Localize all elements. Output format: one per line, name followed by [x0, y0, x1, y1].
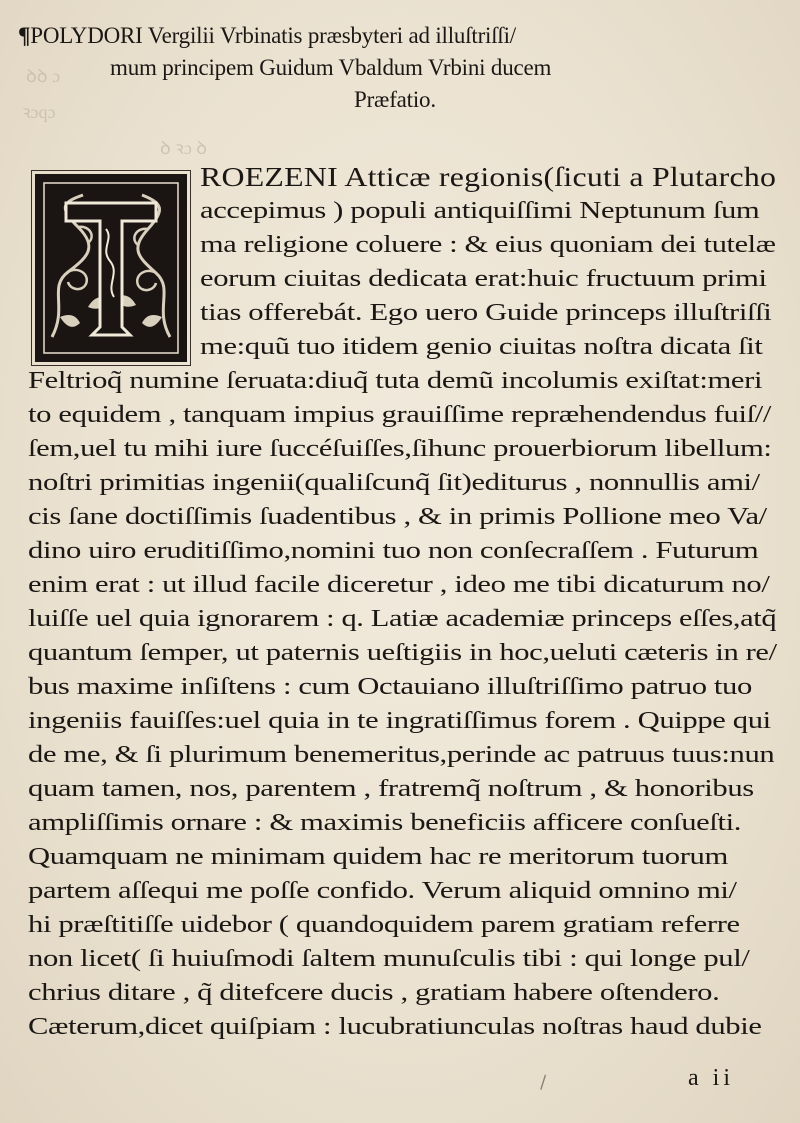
- bleed-through-text: ꝺꝺ ɔ: [26, 66, 61, 86]
- text-line: cis ſane doctiſſimis ſuadentibus , & in primis Pollione meo Va/: [28, 503, 767, 530]
- text-line: accepimus ) populi antiquiſſimi Neptunum ſum: [200, 197, 760, 224]
- text-line: ampliſſimis ornare : & maximis beneficiis afficere conſueſti.: [28, 809, 742, 836]
- text-line: ROEZENI Atticæ regionis(ſicuti a Plutarcho: [200, 162, 777, 192]
- text-line: eorum ciuitas dedicata erat:huic fructuum primi: [200, 265, 767, 292]
- text-line: ſem,uel tu mihi iure ſuccéſuiſſes,ſihunc prouerbiorum libellum:: [28, 435, 772, 462]
- text-line: ma religione coluere : & eius quoniam dei tutelæ: [200, 231, 776, 258]
- text-line: luiſſe uel quia ignorarem : q. Latiæ academiæ princeps eſſes,atq̃: [28, 605, 777, 632]
- foliage-initial-icon: [38, 177, 184, 359]
- ink-smudge-icon: \: [534, 1072, 552, 1093]
- text-line: quantum ſemper, ut paternis ueſtigiis in hoc,ueluti cæteris in re/: [28, 639, 777, 666]
- title-heading: [18, 20, 788, 116]
- text-line: enim erat : ut illud facile diceretur , ideo me tibi dicaturum no/: [28, 571, 770, 598]
- bleed-through-text: ꝛɔqɔ: [22, 102, 56, 122]
- text-line: Feltrioq̃ numine ſeruata:diuq̃ tuta demũ incolumis exiſtat:meri: [28, 367, 763, 394]
- text-line: quam tamen, nos, parentem , fratremq̃ noſtrum , & honoribus: [28, 775, 754, 802]
- text-line: ingeniis fauiſſes:uel quia in te ingratiſſimus forem . Quippe qui: [28, 707, 771, 734]
- text-line: to equidem , tanquam impius grauiſſime repræhendendus fuiſ//: [28, 401, 771, 428]
- heading-line-1: POLYDORI Vergilii Vrbinatis præsbyteri ad illuſtriſſi/: [30, 23, 516, 48]
- signature-mark: a ii: [688, 1065, 734, 1091]
- text-line: dino uiro eruditiſſimo,nomini tuo non conſecraſſem . Futurum: [28, 537, 759, 564]
- heading-line-3: Præfatio.: [354, 87, 436, 112]
- bleed-through-text: ꝺ ꝛɔ ꝺ: [160, 138, 208, 158]
- pilcrow-icon: ¶: [18, 23, 31, 48]
- text-line: chrius ditare , q̃ ditefcere ducis , gratiam habere oſtendero.: [28, 979, 720, 1006]
- text-line: hi præſtitiſſe uidebor ( quandoquidem parem gratiam referre: [28, 911, 740, 938]
- text-line: tias offerebát. Ego uero Guide princeps illuſtriſſi: [200, 299, 772, 326]
- heading-line-2: mum principem Guidum Vbaldum Vrbini ducem: [110, 55, 552, 80]
- text-line: noſtri primitias ingenii(qualiſcunq̃ ſit)editurus , nonnullis ami/: [28, 469, 760, 496]
- text-line: non licet( ſi huiuſmodi ſaltem munuſculis tibi : qui longe pul/: [28, 945, 750, 972]
- text-line: Cæterum,dicet quiſpiam : lucubratiunculas noſtras haud dubie: [28, 1013, 762, 1040]
- text-line: bus maxime inſiſtens : cum Octauiano illuſtriſſimo patruo tuo: [28, 673, 752, 700]
- text-line: Quamquam ne minimam quidem hac re meritorum tuorum: [28, 843, 728, 870]
- text-line: de me, & ſi plurimum benemeritus,perinde ac patruus tuus:nun: [28, 741, 775, 768]
- text-line: me:quũ tuo itidem genio ciuitas noſtra dicata ſit: [200, 333, 763, 360]
- decorated-initial-T: [35, 174, 187, 362]
- text-line: partem aſſequi me poſſe confido. Verum aliquid omnino mi/: [28, 877, 737, 904]
